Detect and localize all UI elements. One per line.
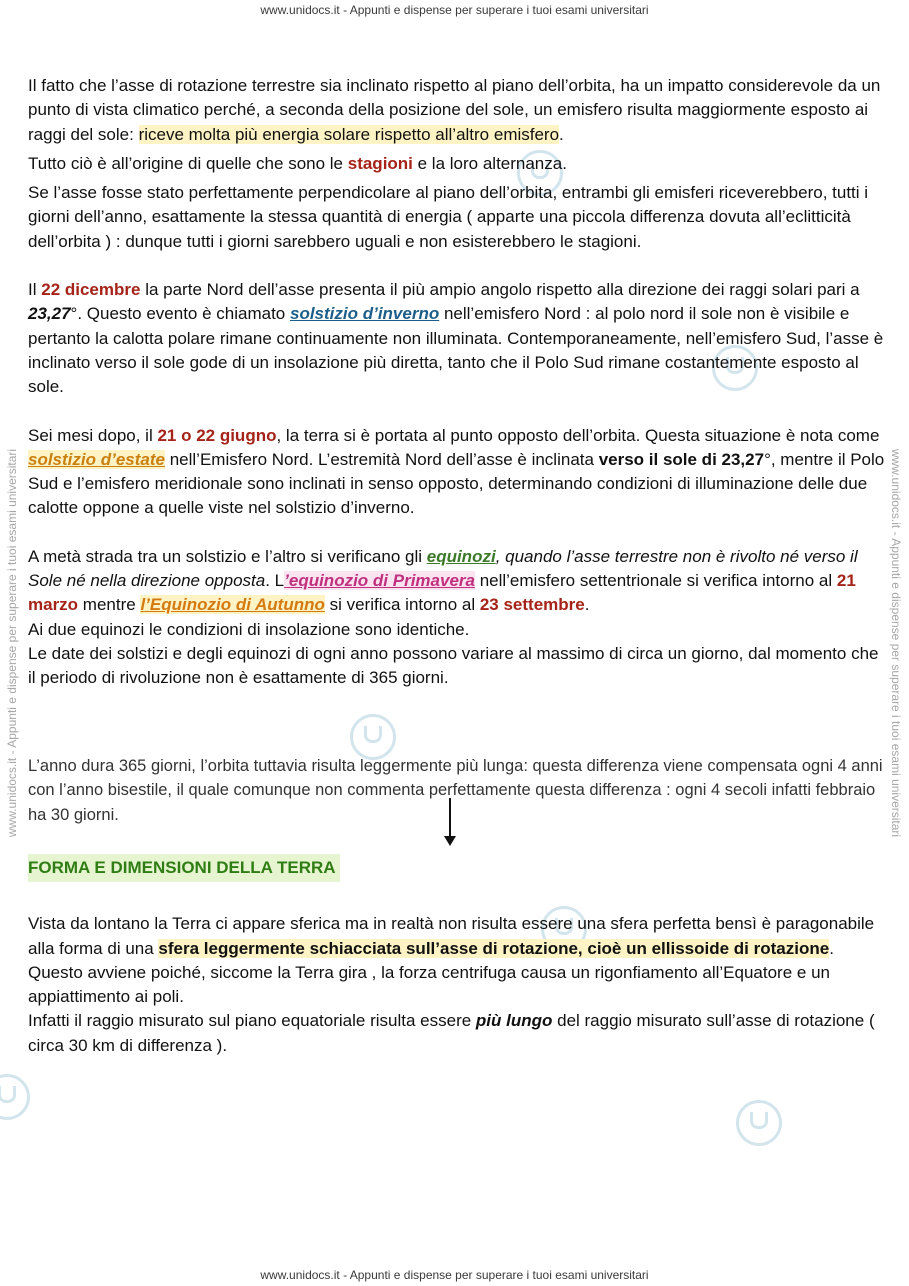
paragraph-perpendicular-axis: Se l’asse fosse stato perfettamente perpendicolare al piano dell’orbita, entrambi gli emisferi riceverebbero, tutti i giorni dell’anno, esattamente la stessa quantità di energia ( apparte una piccola differenza dovuta all’eclitticità dell’orbita ) : dunque tutti i giorni sarebbero uguali e non esisterebbero le stagioni. (28, 183, 869, 251)
unidocs-logo-icon (0, 1074, 30, 1120)
page-header-watermark: www.unidocs.it - Appunti e dispense per superare i tuoi esami universitari (260, 3, 649, 17)
angle-value: 23,27 (28, 304, 71, 324)
paragraph-equatorial-radius: Infatti il raggio misurato sul piano equatoriale risulta essere più lungo del raggio misurato sull’asse di rotazione ( circa 30 km di differenza ). (28, 1011, 875, 1055)
down-arrow-icon (442, 798, 458, 846)
paragraph-date-variation: Le date dei solstizi e degli equinozi di ogni anno possono variare al massimo di circa un giorno, dal momento che il periodo di rivoluzione non è esattamente di 365 giorni. (28, 643, 879, 688)
bold-piu-lungo: più lungo (475, 1011, 553, 1031)
paragraph-leap-year: L’anno dura 365 giorni, l’orbita tuttavia risulta leggermente più lunga: questa differenza viene compensata ogni 4 anni con l’anno bisestile, il quale comunque non commenta perfettamente questa differenza : ogni 4 secoli infatti febbraio ha 30 giorni. (28, 756, 883, 825)
term-stagioni: stagioni (347, 153, 413, 173)
date-21-marzo: 21 marzo (28, 571, 856, 615)
term-equinozio-autunno: l’Equinozio di Autunno (140, 595, 325, 615)
paragraph-equinoxes: A metà strada tra un solstizio e l’altro si verificano gli equinozi, quando l’asse terrestre non è rivolto né verso il Sole né nella direzione opposta. L’equinozio di Primavera nell’emisfero settentrionale si verifica intorno al 21 marzo mentre l’Equinozio di Autunno si verifica intorno al 23 settembre. (28, 546, 858, 615)
paragraph-earth-shape: Vista da lontano la Terra ci appare sferica ma in realtà non risulta essere una sfera perfetta bensì è paragonabile alla forma di una sfera leggermente schiacciata sull’asse di rotazione, cioè un ellissoide di rotazione. Questo avviene poiché, siccome la Terra gira , la forza centrifuga causa un rigonfiamento all’Equatore e un appiattimento ai poli. (28, 914, 875, 1007)
section-heading: FORMA E DIMENSIONI DELLA TERRA (28, 854, 340, 882)
paragraph-seasons-origin: Tutto ciò è all’origine di quelle che sono le stagioni e la loro alternanza. (28, 153, 567, 173)
page-footer-watermark: www.unidocs.it - Appunti e dispense per superare i tuoi esami universitari (260, 1268, 649, 1282)
term-solstizio-estate: solstizio d’estate (28, 449, 165, 469)
paragraph-axis-inclination: Il fatto che l’asse di rotazione terrestre sia inclinato rispetto al piano dell’orbita, ha un impatto considerevole da un punto di vista climatico perché, a seconda della posizione del sole, un emisfero risulta maggiormente esposto ai raggi del sole: riceve molta più energia solare rispetto all’altro emisfero. (28, 76, 881, 144)
section-heading-wrapper (28, 854, 888, 882)
document-body (28, 74, 888, 1058)
paragraph-winter-solstice: Il 22 dicembre la parte Nord dell’asse presenta il più ampio angolo rispetto alla direzione dei raggi solari pari a 23,27°. Questo evento è chiamato solstizio d’inverno nell’emisfero Nord : al polo nord il sole non è visibile e pertanto la calotta polare rimane continuamente non illuminata. Contemporaneamente, nell’emisfero Sud, l’asse è inclinato verso il sole gode di un insolazione più diretta, tanto che il Polo Sud rimane costantemente esposto al sole. (28, 280, 884, 397)
highlight-ellissoide: sfera leggermente schiacciata sull’asse di rotazione, cioè un ellissoide di rotazione (158, 938, 830, 958)
term-equinozio-primavera: ’equinozio di Primavera (284, 571, 475, 591)
paragraph-equinox-insolation: Ai due equinozi le condizioni di insolazione sono identiche. (28, 619, 470, 639)
date-21-22-giugno: 21 o 22 giugno (157, 425, 277, 445)
highlight-more-energy: riceve molta più energia solare rispetto all’altro emisfero (138, 124, 560, 144)
term-solstizio-inverno: solstizio d’inverno (289, 304, 440, 324)
left-side-watermark: www.unidocs.it - Appunti e dispense per superare i tuoi esami universitari (5, 448, 19, 838)
date-23-settembre: 23 settembre (479, 595, 585, 615)
date-22-dicembre: 22 dicembre (41, 280, 141, 300)
bold-verso-il-sole: verso il sole di 23,27 (598, 449, 765, 469)
term-equinozi: equinozi (426, 546, 496, 566)
unidocs-logo-icon (736, 1100, 782, 1146)
paragraph-summer-solstice: Sei mesi dopo, il 21 o 22 giugno, la terra si è portata al punto opposto dell’orbita. Questa situazione è nota come solstizio d’estate nell’Emisfero Nord. L’estremità Nord dell’asse è inclinata verso il sole di 23,27°, mentre il Polo Sud e l’emisfero meridionale sono inclinati in senso opposto, determinando condizioni di illuminazione delle due calotte oppone a quelle viste nel solstizio d’inverno. (28, 425, 885, 518)
right-side-watermark: www.unidocs.it - Appunti e dispense per superare i tuoi esami universitari (889, 448, 903, 838)
